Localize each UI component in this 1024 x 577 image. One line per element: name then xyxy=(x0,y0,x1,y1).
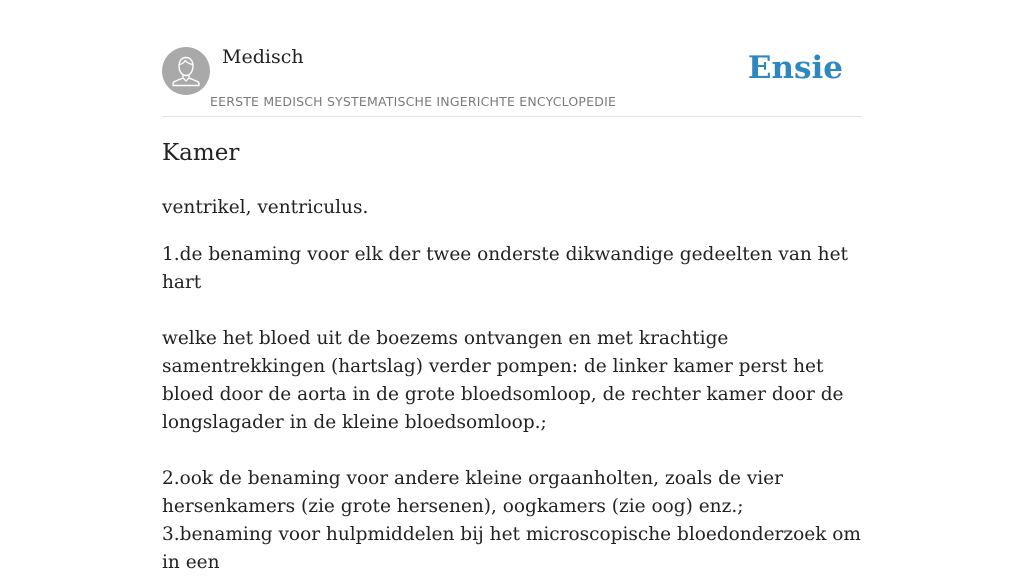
paragraph-spacer xyxy=(162,437,862,465)
user-icon xyxy=(162,47,210,95)
article-title: Kamer xyxy=(162,140,240,166)
article-paragraph-4: 3.benaming voor hulpmiddelen bij het microscopische bloedonderzoek om in een xyxy=(162,524,861,573)
avatar[interactable] xyxy=(162,47,210,95)
article-paragraph-3: 2.ook de benaming voor andere kleine orgaanholten, zoals de vier hersenkamers (zie grote hersenen), oogkamers (zie oog) enz.; xyxy=(162,468,783,517)
article-body xyxy=(162,194,862,577)
site-tagline: EERSTE MEDISCH SYSTEMATISCHE INGERICHTE ENCYCLOPEDIE xyxy=(210,94,617,109)
paragraph-spacer xyxy=(162,297,862,325)
article-synonyms: ventrikel, ventriculus. xyxy=(162,197,369,218)
article-paragraph-1: 1.de benaming voor elk der twee onderste dikwandige gedeelten van het hart xyxy=(162,244,848,293)
brand-logo[interactable]: Ensie xyxy=(747,50,843,86)
site-name[interactable]: Medisch xyxy=(222,46,304,68)
page xyxy=(162,0,862,573)
site-header xyxy=(162,0,862,117)
article-paragraph-2: welke het bloed uit de boezems ontvangen en met krachtige samentrekkingen (hartslag) verder pompen: de linker kamer perst het bloed door de aorta in de grote bloedsomloop, de rechter kamer door de longslagader in de kleine bloedsomloop.; xyxy=(162,328,844,433)
